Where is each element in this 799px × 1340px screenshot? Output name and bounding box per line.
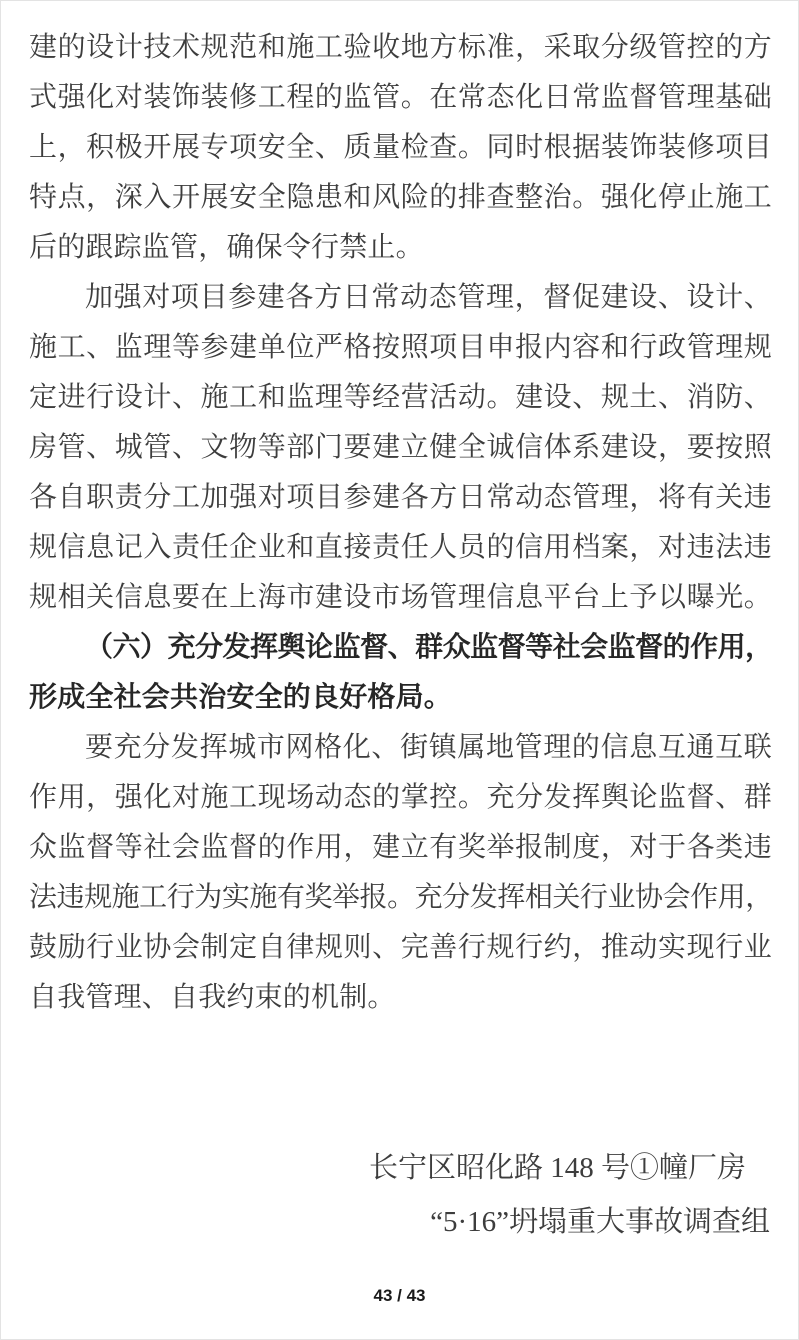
text-line: 作用，强化对施工现场动态的掌控。充分发挥舆论监督、群 xyxy=(29,782,772,813)
body-text xyxy=(29,23,772,1023)
text-line: 施工、监理等参建单位严格按照项目申报内容和行政管理规 xyxy=(29,332,772,363)
signature-committee-line: “5·16”坍塌重大事故调查组 xyxy=(430,1206,770,1238)
signature-address-line: 长宁区昭化路 148 号①幢厂房 xyxy=(368,1152,746,1184)
section-heading-line: 形成全社会共治安全的良好格局。 xyxy=(29,682,453,713)
page-number: 43 / 43 xyxy=(373,1286,426,1305)
text-line: 众监督等社会监督的作用，建立有奖举报制度，对于各类违 xyxy=(29,832,772,863)
text-line: 式强化对装饰装修工程的监管。在常态化日常监督管理基础 xyxy=(29,82,772,113)
signature-block xyxy=(369,1141,770,1249)
text-line: 各自职责分工加强对项目参建各方日常动态管理，将有关违 xyxy=(29,482,772,513)
section-heading-line: （六）充分发挥舆论监督、群众监督等社会监督的作用， xyxy=(85,632,772,663)
text-line: 要充分发挥城市网格化、街镇属地管理的信息互通互联 xyxy=(85,732,772,763)
text-line: 建的设计技术规范和施工验收地方标准，采取分级管控的方 xyxy=(29,32,772,63)
text-line: 后的跟踪监管，确保令行禁止。 xyxy=(29,232,424,263)
text-line: 定进行设计、施工和监理等经营活动。建设、规土、消防、 xyxy=(29,382,772,413)
text-line: 规相关信息要在上海市建设市场管理信息平台上予以曝光。 xyxy=(29,582,772,613)
text-line: 规信息记入责任企业和直接责任人员的信用档案，对违法违 xyxy=(29,532,772,563)
text-line: 房管、城管、文物等部门要建立健全诚信体系建设，要按照 xyxy=(29,432,772,463)
text-line: 特点，深入开展安全隐患和风险的排查整治。强化停止施工 xyxy=(29,182,772,213)
text-line: 加强对项目参建各方日常动态管理，督促建设、设计、 xyxy=(85,282,772,313)
text-line: 鼓励行业协会制定自律规则、完善行规行约，推动实现行业 xyxy=(29,932,772,963)
text-line: 自我管理、自我约束的机制。 xyxy=(29,982,396,1013)
text-line: 上，积极开展专项安全、质量检查。同时根据装饰装修项目 xyxy=(29,132,772,163)
text-line: 法违规施工行为实施有奖举报。充分发挥相关行业协会作用， xyxy=(29,882,772,913)
